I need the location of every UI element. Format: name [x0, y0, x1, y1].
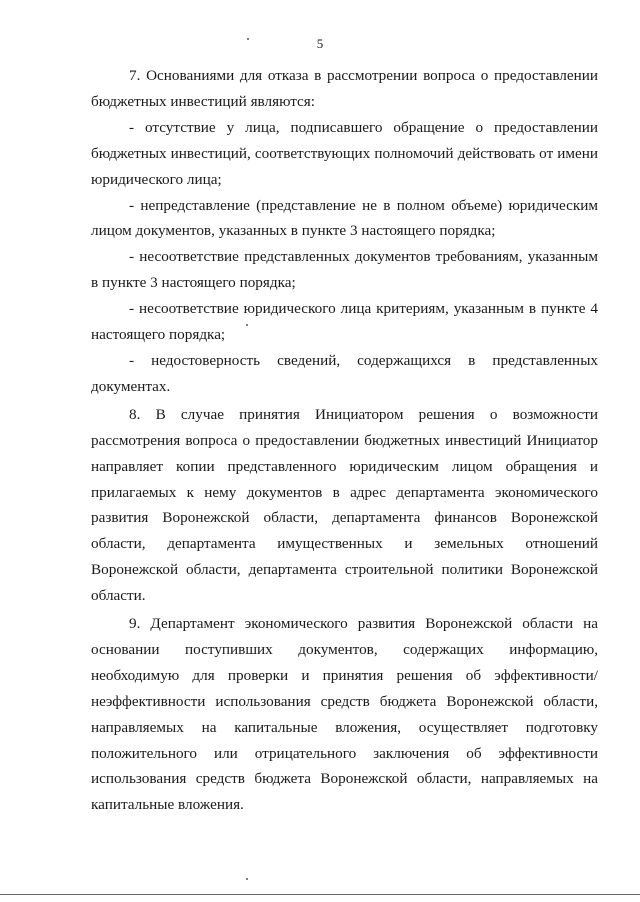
page-bottom-edge — [0, 894, 640, 895]
page-number: 5 — [316, 36, 324, 51]
scan-speck — [247, 38, 249, 40]
scan-speck — [246, 324, 248, 326]
list-item-unreliable-information: - недостоверность сведений, содержащихся в представленных документах. — [91, 351, 598, 395]
paragraph-7-grounds-for-refusal: 7. Основаниями для отказа в рассмотрении вопроса о предоставлении бюджетных инвестиций являются: — [91, 67, 598, 110]
paragraph-8-initiator-decision: 8. В случае принятия Инициатором решения о возможности рассмотрения вопроса о предоставлении бюджетных инвестиций Инициатор направляет копии представленного юридическим лицом обращения и прилагаемых к нему документов в адрес департамента экономического развития Воронежской области, департамента финансов Воронежской области, департамента имущественных и земельных отношений Воронежской области, департамента строительной политики Воронежской области. — [91, 405, 598, 605]
paragraph-9-economic-department: 9. Департамент экономического развития Воронежской области на основании поступивших документов, содержащих информацию, необходимую для проверки и принятия решения об эффективности/ неэффективности использования средств бюджета Воронежской области, направляемых на капитальные вложения, осуществляет подготовку положительного или отрицательного заключения об эффективности использования средств бюджета Воронежской области, направляемых на капитальные вложения. — [91, 615, 598, 814]
list-item-documents-noncompliant: - несоответствие представленных документов требованиям, указанным в пункте 3 настоящего порядка; — [91, 248, 598, 292]
list-item-criteria-noncompliant: - несоответствие юридического лица критериям, указанным в пункте 4 настоящего порядка; — [91, 300, 598, 344]
document-body — [91, 63, 598, 818]
list-item-no-authority: - отсутствие у лица, подписавшего обращение о предоставлении бюджетных инвестиций, соответствующих полномочий действовать от имени юридического лица; — [91, 118, 598, 188]
list-item-documents-not-submitted: - непредставление (представление не в полном объеме) юридическим лицом документов, указанных в пункте 3 настоящего порядка; — [91, 196, 598, 240]
scan-speck — [246, 878, 248, 880]
